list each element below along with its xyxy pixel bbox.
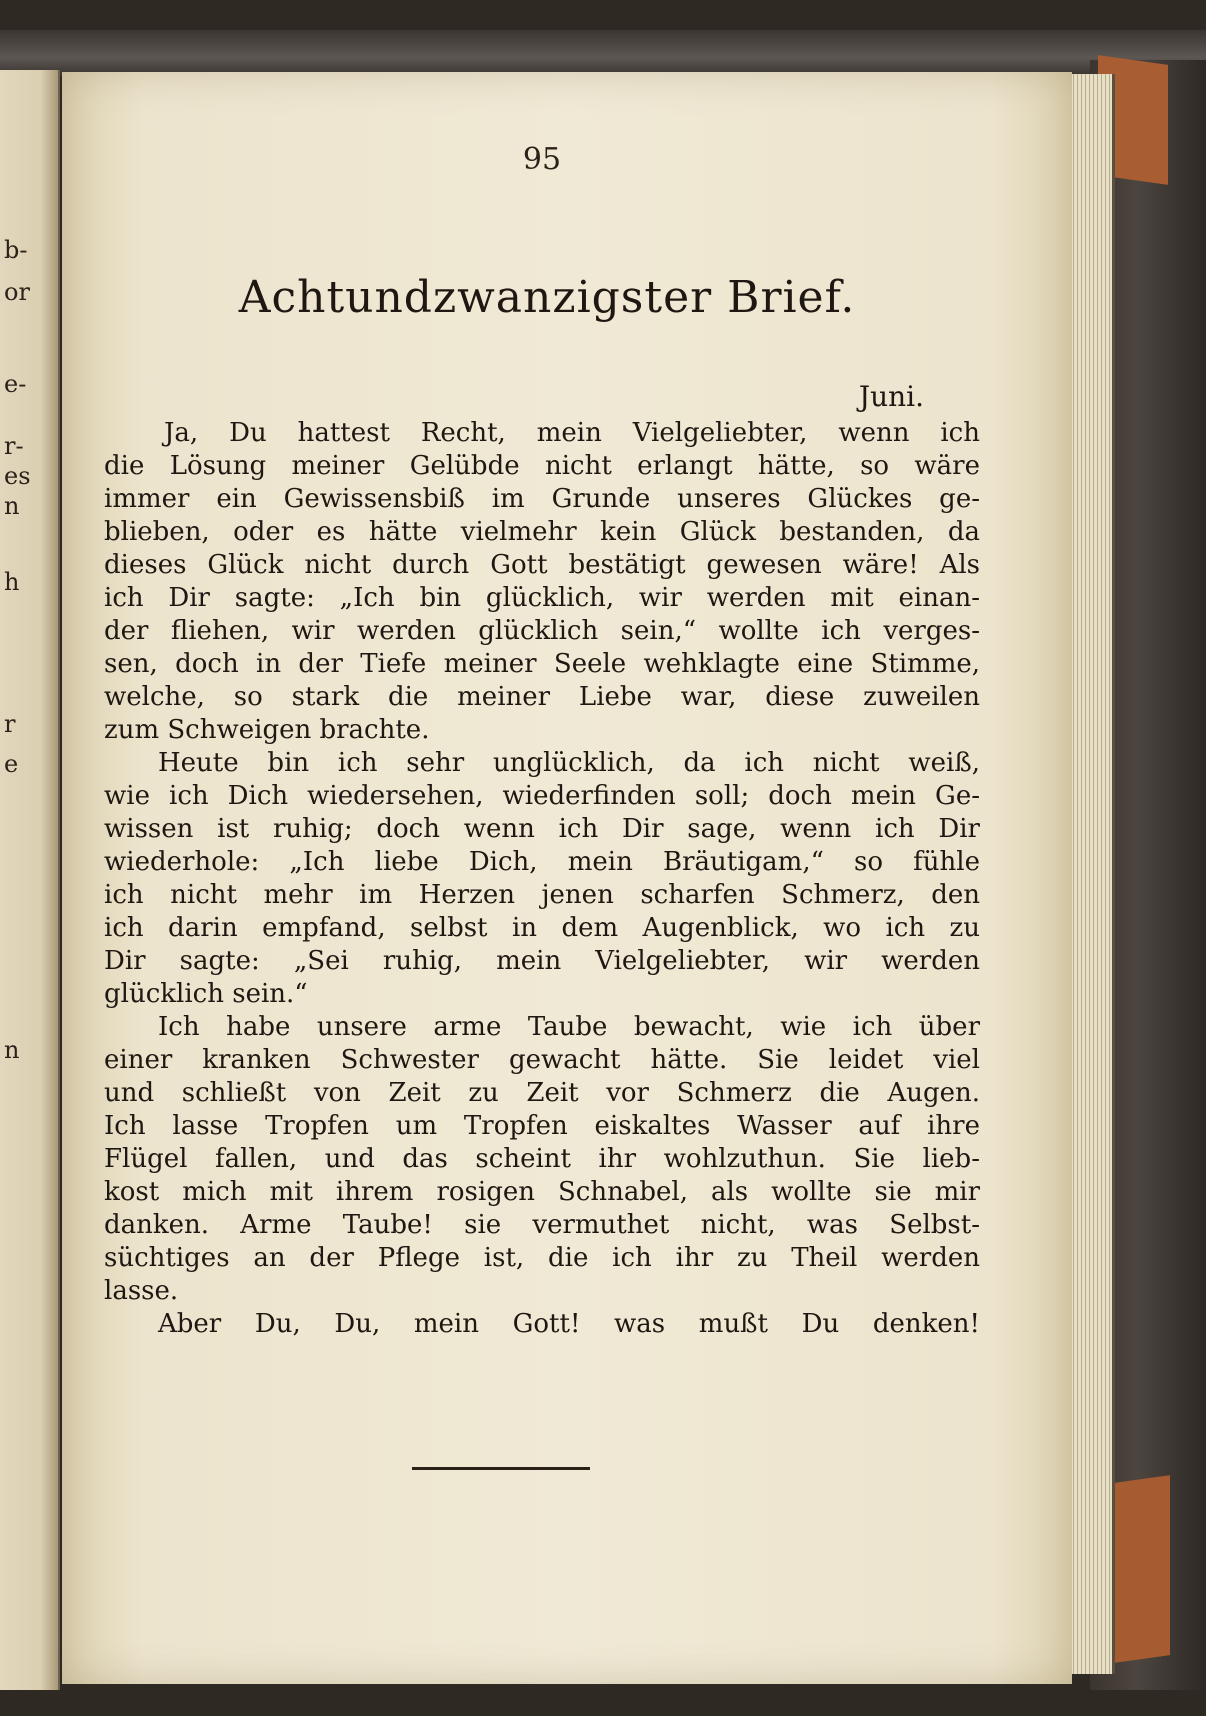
text-line: glücklich sein.“ bbox=[104, 979, 308, 1009]
text-line: süchtiges an der Pflege ist, die ich ihr zu Theil werden bbox=[104, 1243, 980, 1273]
book-cover-top bbox=[0, 30, 1206, 76]
letter-heading: Achtundzwanzigster Brief. bbox=[238, 272, 856, 323]
text-line: und schließt von Zeit zu Zeit vor Schmerz die Augen. bbox=[104, 1078, 980, 1108]
letter-date: Juni. bbox=[858, 380, 924, 413]
text-line: Dir sagte: „Sei ruhig, mein Vielgeliebter, wir werden bbox=[104, 946, 980, 976]
page-number: 95 bbox=[522, 142, 562, 177]
left-page-fragment: or bbox=[4, 278, 30, 306]
left-page-fragment: es bbox=[4, 462, 31, 490]
left-page-fragment: r bbox=[4, 710, 16, 738]
text-line: welche, so stark die meiner Liebe war, diese zuweilen bbox=[104, 682, 980, 712]
text-line: zum Schweigen brachte. bbox=[104, 715, 430, 745]
text-line: einer kranken Schwester gewacht hätte. Sie leidet viel bbox=[104, 1045, 980, 1075]
left-page-fragment: b- bbox=[4, 236, 28, 264]
text-line: blieben, oder es hätte vielmehr kein Glück bestanden, da bbox=[104, 517, 980, 547]
left-page-fragment: h bbox=[4, 568, 20, 596]
text-line: Flügel fallen, und das scheint ihr wohlzuthun. Sie lieb- bbox=[104, 1144, 980, 1174]
text-line: lasse. bbox=[104, 1276, 179, 1306]
left-page-fragment: n bbox=[4, 492, 20, 520]
text-line: dieses Glück nicht durch Gott bestätigt gewesen wäre! Als bbox=[104, 550, 980, 580]
text-line: die Lösung meiner Gelübde nicht erlangt hätte, so wäre bbox=[104, 451, 980, 481]
text-line: Heute bin ich sehr unglücklich, da ich nicht weiß, bbox=[158, 748, 980, 778]
section-divider bbox=[412, 1467, 590, 1470]
text-line: ich nicht mehr im Herzen jenen scharfen Schmerz, den bbox=[104, 880, 980, 910]
text-line: Ich lasse Tropfen um Tropfen eiskaltes Wasser auf ihre bbox=[104, 1111, 980, 1141]
text-line: ich darin empfand, selbst in dem Augenblick, wo ich zu bbox=[104, 913, 980, 943]
text-line: der fliehen, wir werden glücklich sein,“ wollte ich verges- bbox=[104, 616, 980, 646]
left-page-fragment: e bbox=[4, 750, 19, 778]
left-page-fragment: n bbox=[4, 1036, 20, 1064]
left-page-edge bbox=[0, 70, 60, 1690]
text-line: Ich habe unsere arme Taube bewacht, wie ich über bbox=[158, 1012, 980, 1042]
text-line: wie ich Dich wiedersehen, wiederfinden soll; doch mein Ge- bbox=[104, 781, 980, 811]
text-line: sen, doch in der Tiefe meiner Seele wehklagte eine Stimme, bbox=[104, 649, 980, 679]
text-line: immer ein Gewissensbiß im Grunde unseres Glückes ge- bbox=[104, 484, 980, 514]
text-line: Ja, Du hattest Recht, mein Vielgeliebter, wenn ich bbox=[164, 418, 980, 448]
text-line: wiederhole: „Ich liebe Dich, mein Bräutigam,“ so fühle bbox=[104, 847, 980, 877]
text-line: wissen ist ruhig; doch wenn ich Dir sage, wenn ich Dir bbox=[104, 814, 980, 844]
text-line: danken. Arme Taube! sie vermuthet nicht, was Selbst- bbox=[104, 1210, 980, 1240]
letter-body bbox=[104, 417, 980, 1341]
text-line: kost mich mit ihrem rosigen Schnabel, als wollte sie mir bbox=[104, 1177, 980, 1207]
text-line: ich Dir sagte: „Ich bin glücklich, wir werden mit einan- bbox=[104, 583, 980, 613]
left-page-fragment: r- bbox=[4, 432, 24, 460]
left-page-fragment: e- bbox=[4, 370, 27, 398]
page-edges bbox=[1070, 74, 1115, 1674]
text-line: Aber Du, Du, mein Gott! was mußt Du denken! bbox=[158, 1309, 980, 1339]
book-page bbox=[62, 72, 1072, 1684]
